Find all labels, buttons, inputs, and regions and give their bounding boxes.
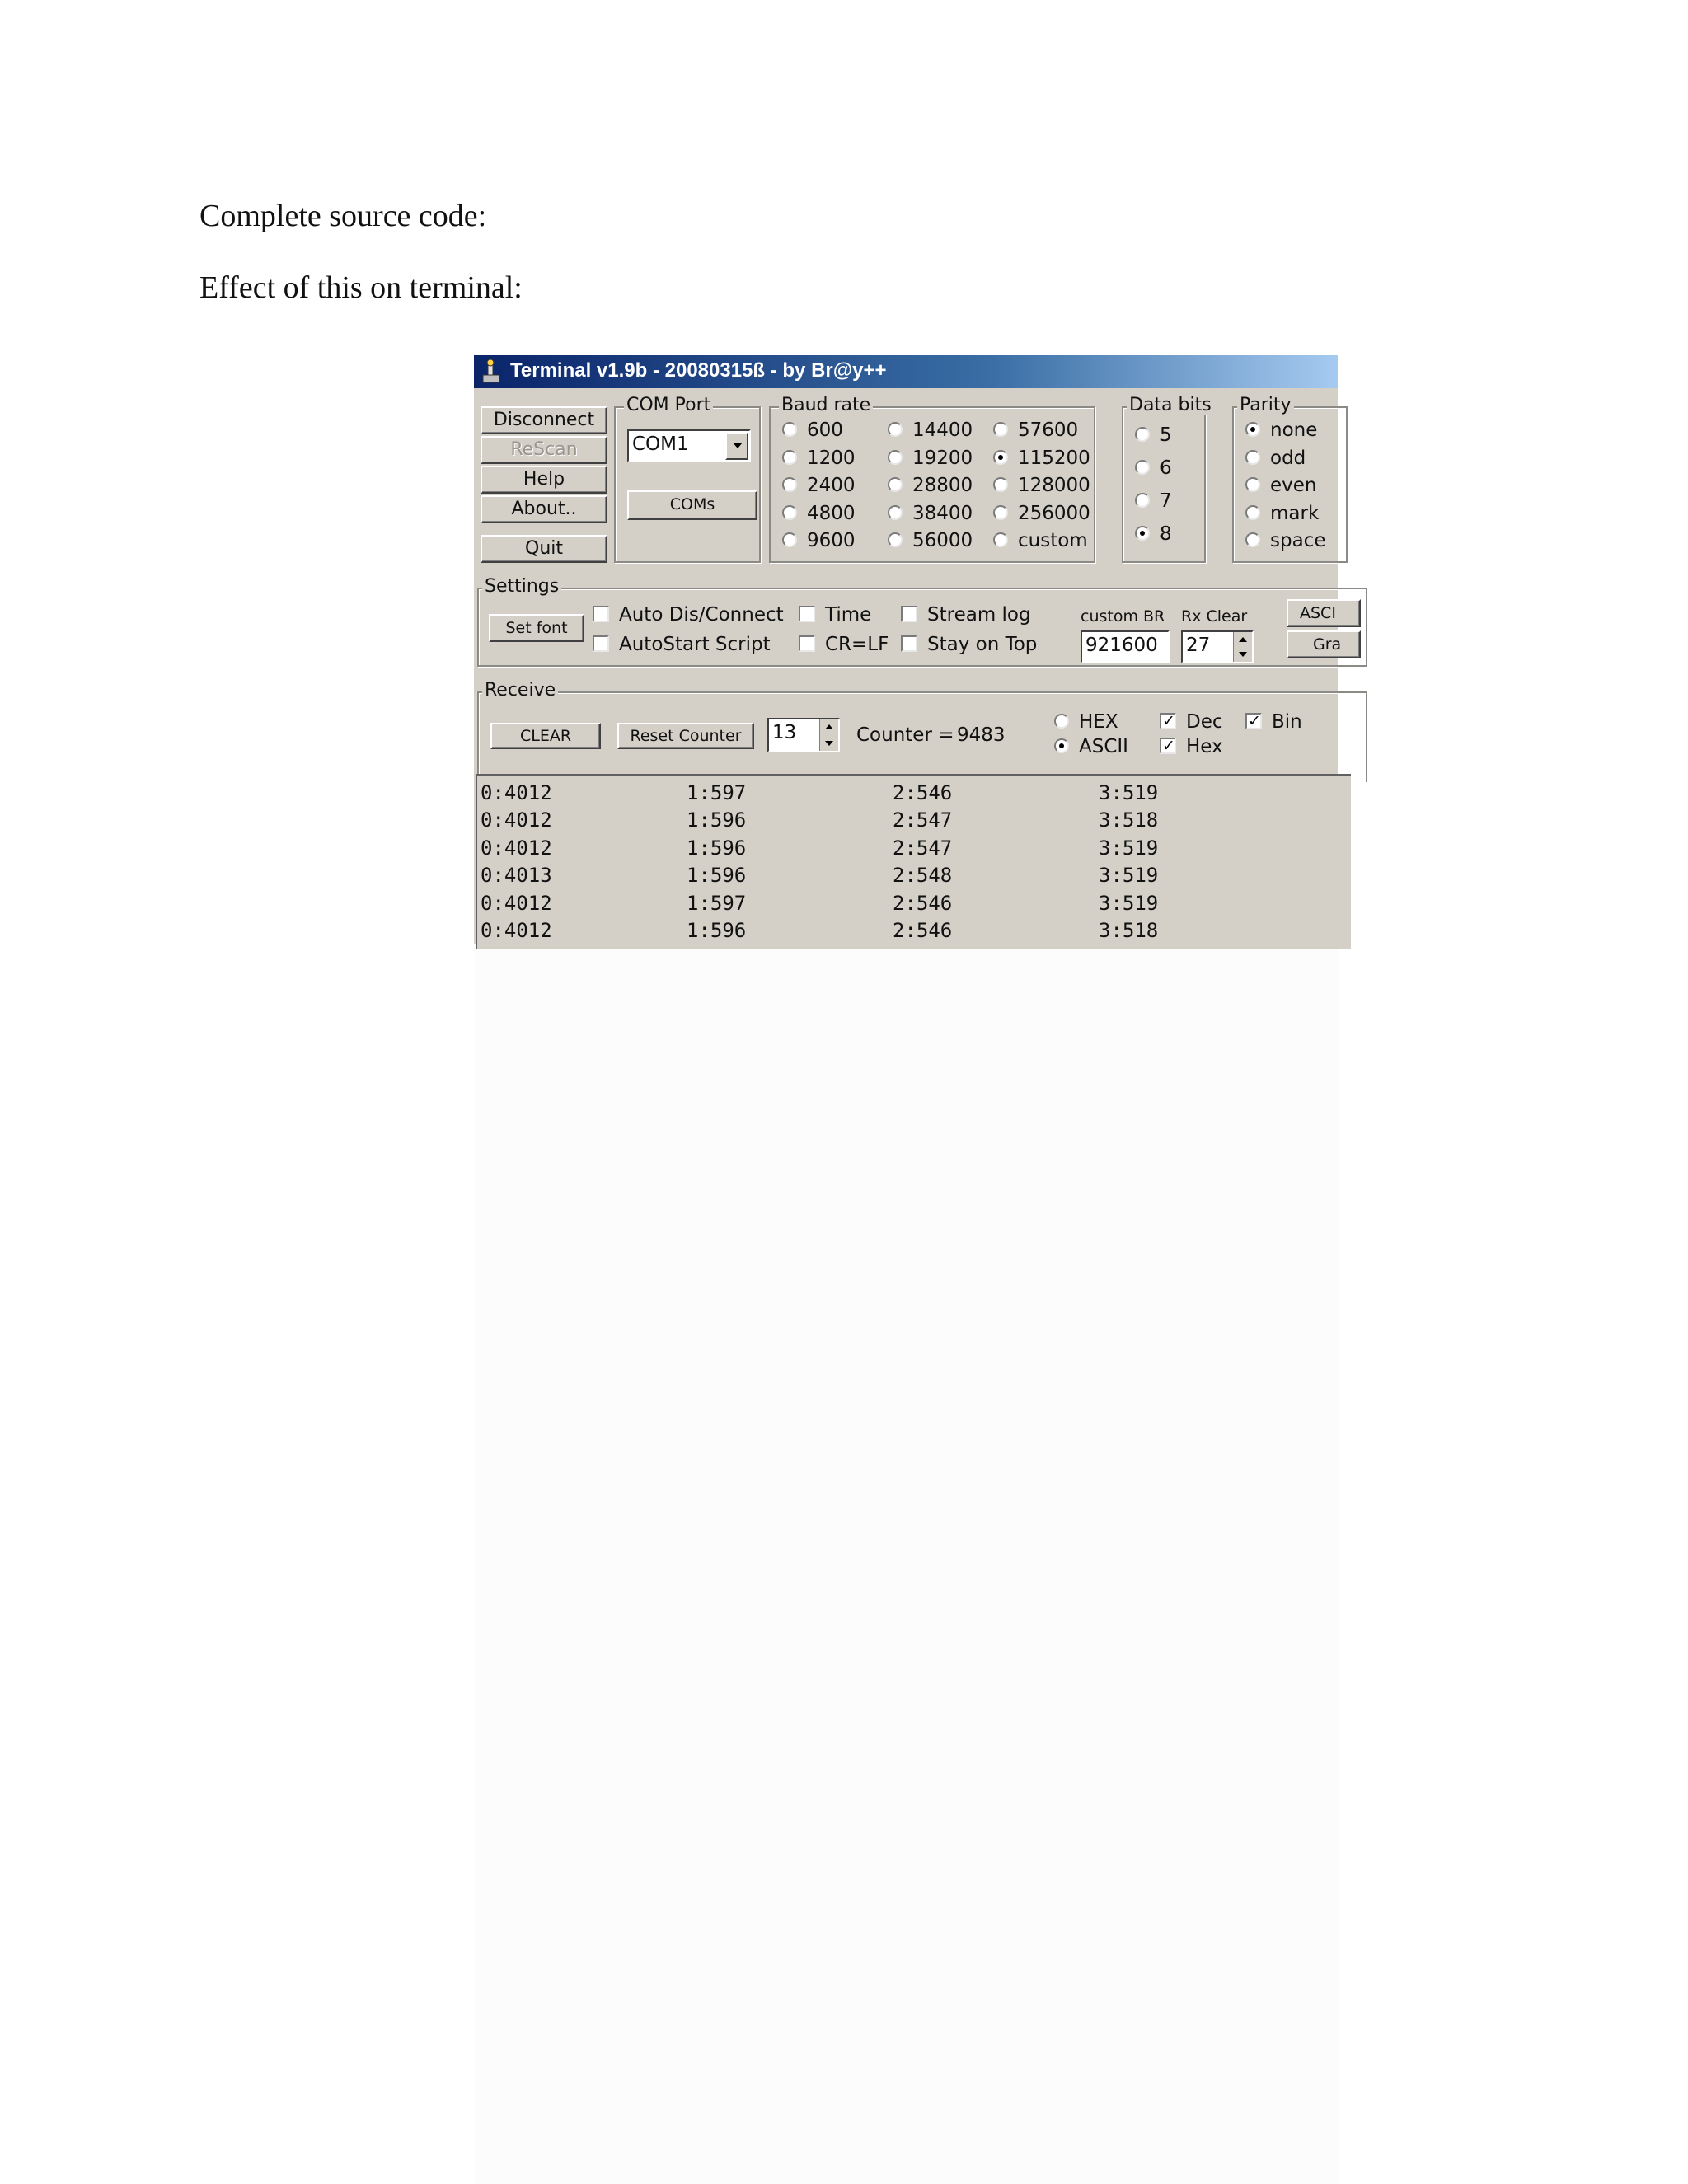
radio-icon	[888, 450, 903, 465]
com-port-value: COM1	[632, 434, 689, 455]
output-cell: 1:596	[687, 919, 747, 942]
checkbox-icon	[901, 635, 917, 652]
counter-label: Counter =	[856, 724, 954, 746]
parity-option-label: none	[1270, 419, 1318, 441]
terminal-app-icon	[481, 359, 502, 385]
data-bits-8-radio[interactable]	[1135, 523, 1172, 545]
radio-icon	[1245, 505, 1260, 520]
baud-56000-radio[interactable]	[888, 530, 973, 551]
baud-option-label: 600	[807, 419, 843, 441]
checkbox-checked-icon	[1160, 713, 1176, 729]
custom-br-input[interactable]: 921600	[1081, 630, 1170, 663]
radio-icon	[888, 532, 903, 547]
hex-radio[interactable]	[1054, 711, 1118, 733]
baud-9600-radio[interactable]	[782, 530, 856, 551]
autostart-script-checkbox[interactable]	[593, 634, 771, 655]
spin-arrows-icon[interactable]	[1233, 632, 1252, 662]
output-cell: 3:519	[1099, 781, 1159, 804]
checkbox-icon	[799, 606, 815, 622]
data-bits-group	[1122, 395, 1212, 563]
ascii-radio[interactable]	[1054, 736, 1128, 757]
baud-option-label: 28800	[912, 475, 973, 496]
bin-label: Bin	[1272, 711, 1302, 733]
output-cell: 0:4012	[481, 837, 552, 860]
parity-label: Parity	[1237, 395, 1294, 415]
custom-br-label: custom BR	[1081, 607, 1165, 626]
com-port-select[interactable]	[627, 429, 751, 462]
com-port-group	[614, 395, 761, 563]
baud-option-label: 256000	[1018, 503, 1090, 524]
output-row	[477, 889, 1351, 917]
terminal-window	[474, 355, 1342, 944]
data-bits-option-label: 8	[1160, 523, 1172, 545]
quit-button[interactable]: Quit	[481, 535, 607, 563]
parity-odd-radio[interactable]	[1245, 448, 1306, 469]
baud-57600-radio[interactable]	[993, 419, 1078, 441]
baud-option-label: 38400	[912, 503, 973, 524]
clear-button[interactable]: CLEAR	[490, 723, 601, 749]
baud-option-label: 56000	[912, 530, 973, 551]
graph-button[interactable]: Gra	[1287, 630, 1361, 658]
counter-stepper[interactable]	[767, 718, 840, 752]
checkbox-icon	[593, 635, 609, 652]
radio-selected-icon	[993, 450, 1008, 465]
doc-line-source-code: Complete source code:	[199, 199, 487, 233]
data-bits-option-label: 7	[1160, 490, 1172, 512]
radio-icon	[993, 532, 1008, 547]
rx-clear-label: Rx Clear	[1181, 607, 1248, 626]
parity-even-radio[interactable]	[1245, 475, 1317, 496]
stream-log-label: Stream log	[927, 604, 1031, 626]
data-bits-option-label: 6	[1160, 457, 1172, 479]
stay-on-top-checkbox[interactable]	[901, 634, 1037, 655]
radio-icon	[782, 450, 797, 465]
cr-lf-checkbox[interactable]	[799, 634, 889, 655]
baud-128000-radio[interactable]	[993, 475, 1090, 496]
data-bits-option-label: 5	[1160, 424, 1172, 446]
cr-lf-label: CR=LF	[825, 634, 889, 655]
radio-icon	[1245, 450, 1260, 465]
radio-icon	[888, 477, 903, 492]
output-cell: 3:518	[1099, 808, 1159, 832]
chevron-down-icon[interactable]	[725, 432, 748, 460]
baud-600-radio[interactable]	[782, 419, 843, 441]
baud-option-label: 19200	[912, 448, 973, 469]
output-cell: 1:596	[687, 864, 747, 887]
radio-icon	[782, 477, 797, 492]
output-cell: 0:4012	[481, 808, 552, 832]
radio-selected-icon	[1054, 738, 1069, 753]
baud-14400-radio[interactable]	[888, 419, 973, 441]
output-cell: 3:519	[1099, 892, 1159, 915]
auto-dis-connect-label: Auto Dis/Connect	[619, 604, 784, 626]
ascii-table-button[interactable]: ASCI	[1287, 599, 1361, 627]
baud-option-label: 14400	[912, 419, 973, 441]
parity-space-radio[interactable]	[1245, 530, 1325, 551]
baud-19200-radio[interactable]	[888, 448, 973, 469]
radio-icon	[782, 422, 797, 437]
counter-value: 9483	[957, 724, 1006, 746]
output-cell: 3:519	[1099, 837, 1159, 860]
radio-icon	[1245, 532, 1260, 547]
parity-option-label: even	[1270, 475, 1317, 496]
rescan-button[interactable]: ReScan	[481, 436, 607, 464]
about-button[interactable]: About..	[481, 495, 607, 523]
scan-shade	[474, 944, 1338, 2184]
parity-none-radio[interactable]	[1245, 419, 1317, 441]
radio-icon	[993, 505, 1008, 520]
auto-dis-connect-checkbox[interactable]	[593, 604, 784, 626]
radio-icon	[1135, 493, 1150, 508]
bin-checkbox[interactable]	[1245, 711, 1302, 733]
stream-log-checkbox[interactable]	[901, 604, 1031, 626]
output-row	[477, 916, 1351, 944]
output-cell: 2:547	[893, 808, 953, 832]
output-cell: 1:597	[687, 892, 747, 915]
coms-button[interactable]: COMs	[627, 490, 757, 520]
baud-rate-group	[769, 395, 1095, 563]
baud-option-label: 1200	[807, 448, 856, 469]
baud-option-label: 2400	[807, 475, 856, 496]
baud-2400-radio[interactable]	[782, 475, 856, 496]
baud-4800-radio[interactable]	[782, 503, 856, 524]
radio-icon	[782, 532, 797, 547]
settings-group	[477, 576, 1367, 667]
baud-option-label: 115200	[1018, 448, 1090, 469]
disconnect-button[interactable]: Disconnect	[481, 406, 607, 434]
output-cell: 3:518	[1099, 919, 1159, 942]
output-cell: 1:596	[687, 808, 747, 832]
rx-clear-stepper[interactable]	[1181, 630, 1254, 663]
reset-counter-button[interactable]: Reset Counter	[617, 723, 754, 749]
baud-option-label: 57600	[1018, 419, 1079, 441]
output-cell: 2:546	[893, 781, 953, 804]
time-label: Time	[825, 604, 872, 626]
output-cell: 3:519	[1099, 864, 1159, 887]
receive-output-area[interactable]	[476, 774, 1351, 949]
rx-clear-value: 27	[1186, 635, 1211, 656]
baud-115200-radio[interactable]	[993, 448, 1090, 469]
radio-icon	[1135, 427, 1150, 442]
time-checkbox[interactable]	[799, 604, 871, 626]
output-row	[477, 806, 1351, 834]
radio-icon	[993, 422, 1008, 437]
title-bar[interactable]	[474, 355, 1338, 388]
output-cell: 2:548	[893, 864, 953, 887]
hex-radio-label: HEX	[1079, 711, 1118, 733]
hex-checkbox[interactable]	[1160, 736, 1223, 757]
parity-option-label: odd	[1270, 448, 1306, 469]
parity-mark-radio[interactable]	[1245, 503, 1319, 524]
radio-icon	[888, 422, 903, 437]
output-cell: 0:4012	[481, 919, 552, 942]
parity-group	[1232, 395, 1348, 563]
baud-256000-radio[interactable]	[993, 503, 1090, 524]
checkbox-checked-icon	[1245, 713, 1262, 729]
output-row	[477, 861, 1351, 889]
help-button[interactable]: Help	[481, 466, 607, 494]
output-cell: 2:547	[893, 837, 953, 860]
output-cell: 1:596	[687, 837, 747, 860]
radio-selected-icon	[1135, 526, 1150, 541]
baud-option-label: 4800	[807, 503, 856, 524]
radio-icon	[1245, 477, 1260, 492]
data-bits-7-radio[interactable]	[1135, 490, 1172, 512]
radio-selected-icon	[1245, 422, 1260, 437]
spin-arrows-icon[interactable]	[819, 719, 838, 751]
counter-stepper-value: 13	[772, 722, 797, 743]
baud-custom-radio[interactable]	[993, 530, 1088, 551]
output-cell: 2:546	[893, 919, 953, 942]
radio-icon	[782, 505, 797, 520]
baud-1200-radio[interactable]	[782, 448, 856, 469]
checkbox-icon	[901, 606, 917, 622]
checkbox-icon	[799, 635, 815, 652]
set-font-button[interactable]: Set font	[489, 614, 584, 642]
output-cell: 0:4012	[481, 892, 552, 915]
baud-option-label: custom	[1018, 530, 1088, 551]
parity-option-label: mark	[1270, 503, 1320, 524]
output-cell: 0:4012	[481, 781, 552, 804]
receive-label: Receive	[482, 680, 558, 701]
radio-icon	[888, 505, 903, 520]
baud-28800-radio[interactable]	[888, 475, 973, 496]
baud-option-label: 9600	[807, 530, 856, 551]
stay-on-top-label: Stay on Top	[927, 634, 1038, 655]
dec-checkbox[interactable]	[1160, 711, 1223, 733]
output-cell: 2:546	[893, 892, 953, 915]
baud-option-label: 128000	[1018, 475, 1090, 496]
radio-icon	[1054, 714, 1069, 729]
baud-38400-radio[interactable]	[888, 503, 973, 524]
output-cell: 0:4013	[481, 864, 552, 887]
checkbox-icon	[593, 606, 609, 622]
receive-group	[477, 680, 1367, 782]
window-title: Terminal v1.9b - 20080315ß - by Br@y++	[510, 359, 887, 382]
ascii-radio-label: ASCII	[1079, 736, 1128, 757]
output-cell: 1:597	[687, 781, 747, 804]
data-bits-5-radio[interactable]	[1135, 424, 1172, 446]
baud-rate-label: Baud rate	[779, 395, 873, 415]
checkbox-checked-icon	[1160, 738, 1176, 754]
radio-icon	[1135, 460, 1150, 475]
dec-label: Dec	[1186, 711, 1223, 733]
data-bits-6-radio[interactable]	[1135, 457, 1172, 479]
radio-icon	[993, 477, 1008, 492]
com-port-label: COM Port	[624, 395, 713, 415]
hex-checkbox-label: Hex	[1186, 736, 1223, 757]
data-bits-label: Data bits	[1127, 395, 1214, 415]
doc-line-effect: Effect of this on terminal:	[199, 270, 523, 305]
settings-label: Settings	[482, 576, 561, 597]
autostart-script-label: AutoStart Script	[619, 634, 771, 655]
output-row	[477, 779, 1351, 807]
parity-option-label: space	[1270, 530, 1326, 551]
output-row	[477, 834, 1351, 862]
